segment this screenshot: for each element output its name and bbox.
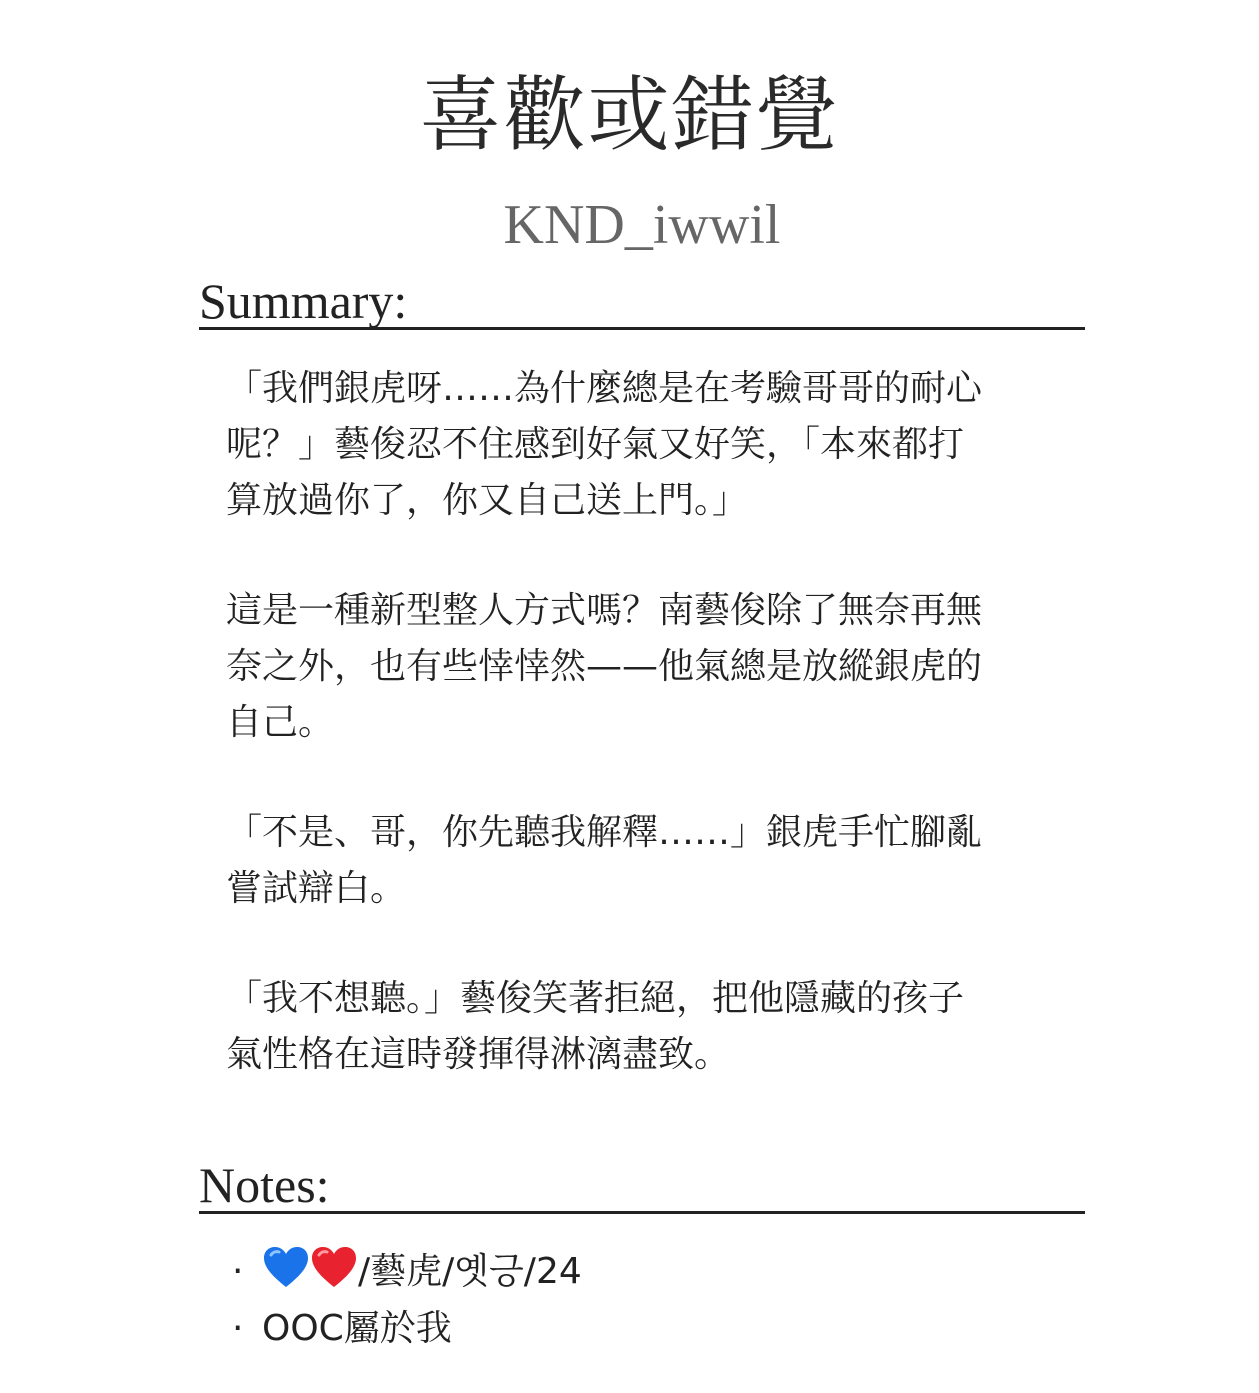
blue-heart-icon xyxy=(262,1245,310,1289)
notes-item xyxy=(232,1243,1072,1300)
summary-paragraph xyxy=(226,971,1066,1083)
summary-paragraph xyxy=(226,361,1066,529)
summary-line: 「不是、哥，你先聽我解釋……」銀虎手忙腳亂 xyxy=(226,812,983,853)
summary-body xyxy=(226,361,1066,1137)
work-author[interactable]: KND_iwwil xyxy=(503,194,781,256)
summary-line: 奈之外，也有些悻悻然——他氣總是放縱銀虎的 xyxy=(226,646,983,687)
summary-heading: Summary: xyxy=(199,271,1085,330)
summary-line: 嘗試辯白。 xyxy=(226,868,407,909)
summary-line: 算放過你了，你又自己送上門。」 xyxy=(226,480,749,521)
red-heart-shape xyxy=(312,1247,356,1287)
summary-line: 這是一種新型整人方式嗎？南藝俊除了無奈再無 xyxy=(226,590,983,631)
summary-line: 「我不想聽。」藝俊笑著拒絕，把他隱藏的孩子 xyxy=(226,978,965,1019)
notes-item-text: OOC屬於我 xyxy=(262,1308,452,1349)
notes-item-text: /藝虎/옛긍/24 xyxy=(358,1251,582,1292)
notes-heading: Notes: xyxy=(199,1155,1085,1214)
bullet: · xyxy=(232,1308,244,1349)
summary-line: 「我們銀虎呀……為什麼總是在考驗哥哥的耐心 xyxy=(226,368,983,409)
work-title: 喜歡或錯覺 xyxy=(419,68,840,163)
summary-line: 呢？」藝俊忍不住感到好氣又好笑，「本來都打 xyxy=(226,424,965,465)
summary-paragraph xyxy=(226,805,1066,917)
summary-paragraph xyxy=(226,583,1066,751)
notes-list xyxy=(232,1243,1072,1357)
blue-heart-shape xyxy=(264,1247,308,1287)
bullet: · xyxy=(232,1251,244,1292)
summary-line: 自己。 xyxy=(226,702,335,743)
summary-line: 氣性格在這時發揮得淋漓盡致。 xyxy=(226,1034,731,1075)
notes-item xyxy=(232,1300,1072,1357)
red-heart-icon xyxy=(310,1245,358,1289)
